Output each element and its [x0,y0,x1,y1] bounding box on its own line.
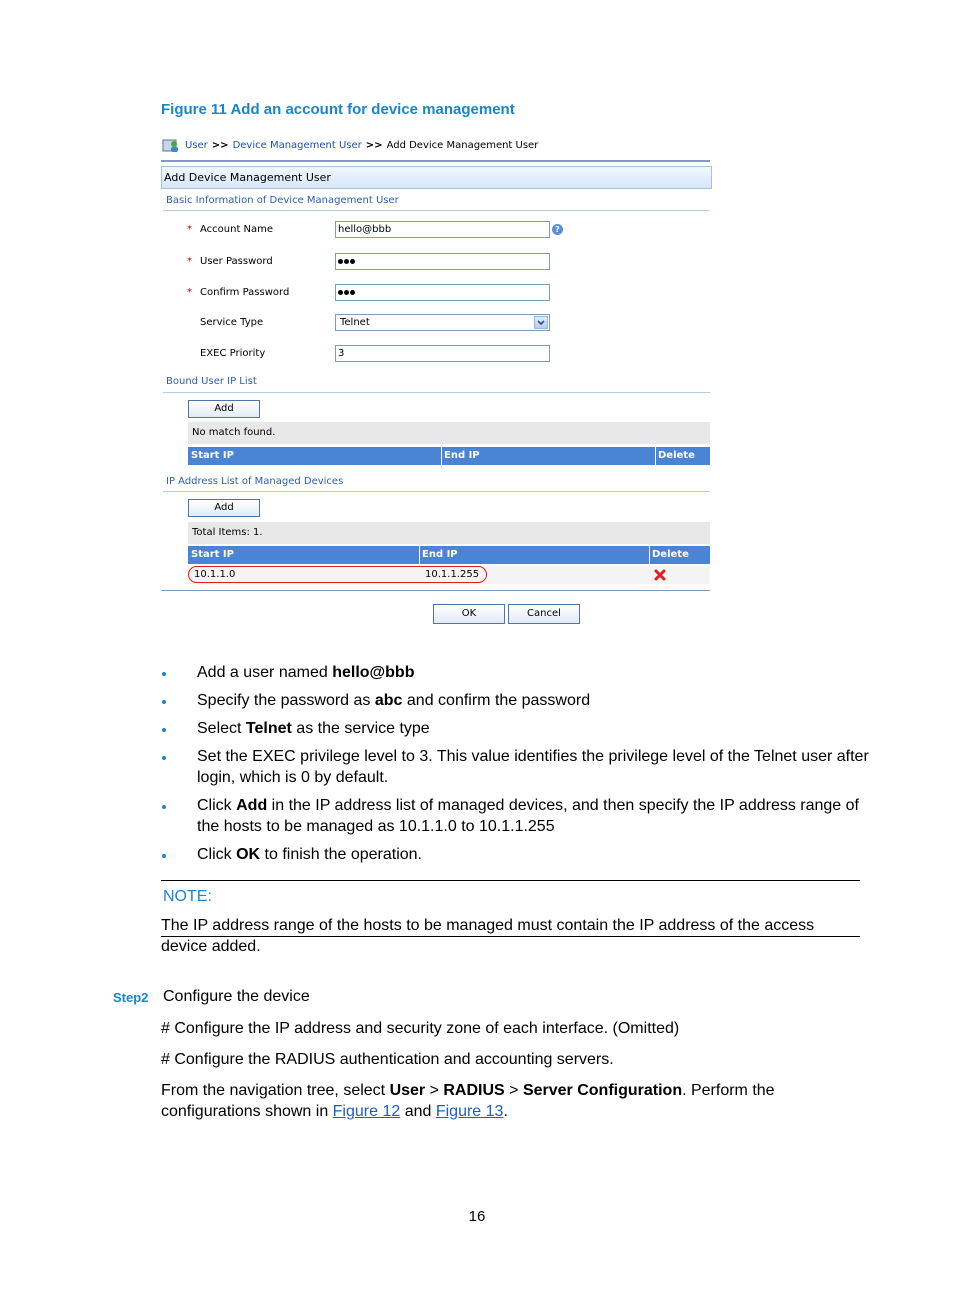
note-text: The IP address range of the hosts to be managed must contain the IP address of the access device added. [161,917,815,955]
start-ip-cell: 10.1.1.0 [194,569,236,580]
note-divider [161,880,860,881]
managed-ip-add-button[interactable]: Add [188,499,260,517]
end-ip-cell: 10.1.1.255 [425,569,480,580]
column-header-start-ip: Start IP [191,450,234,461]
section-divider [163,491,710,492]
required-mark: * [187,256,192,267]
cancel-button[interactable]: Cancel [508,604,580,624]
instruction-list [161,662,871,872]
list-item: Add a user named hello@bbb [161,662,871,683]
panel-title: Add Device Management User [161,166,712,189]
exec-priority-label: EXEC Priority [200,348,266,359]
confirm-password-label: * Confirm Password [187,287,290,298]
list-item: Click Add in the IP address list of managed devices, and then specify the IP address range of the hosts to be managed as 10.1.1.0 to 10.1.1.255 [161,795,871,837]
user-folder-icon [162,137,180,153]
breadcrumb-separator: >> [211,139,229,151]
required-mark: * [187,224,192,235]
figure-caption: Figure 11 Add an account for device management [161,101,515,118]
highlight-oval [188,566,487,583]
exec-priority-input[interactable]: 3 [335,345,550,362]
confirm-password-input[interactable] [335,284,550,301]
panel-top-rule [161,160,710,162]
list-item: Click OK to finish the operation. [161,844,871,865]
page-number: 16 [468,1208,486,1225]
user-password-input[interactable] [335,253,550,270]
note-divider [161,936,860,937]
chevron-down-icon[interactable] [534,316,548,329]
breadcrumb [162,136,722,154]
account-name-input[interactable]: hello@bbb [335,221,550,238]
note-label: NOTE: [163,888,212,905]
breadcrumb-separator: >> [365,139,383,151]
required-mark: * [187,287,192,298]
bound-ip-table-header [188,447,710,465]
breadcrumb-device-management-user-link[interactable]: Device Management User [232,139,362,151]
column-header-delete: Delete [652,549,689,560]
bound-ip-status: No match found. [188,422,710,444]
basic-info-section-title: Basic Information of Device Management User [166,195,399,206]
account-name-label: * Account Name [187,224,274,235]
paragraph: From the navigation tree, select User > RADIUS > Server Configuration. Perform the configurations shown in Figure 12 and Figure 13. [161,1082,775,1120]
ok-button[interactable]: OK [433,604,505,624]
column-header-start-ip: Start IP [191,549,234,560]
list-item: Specify the password as abc and confirm the password [161,690,871,711]
column-header-end-ip: End IP [422,549,458,560]
user-password-label: * User Password [187,256,273,267]
bound-ip-add-button[interactable]: Add [188,400,260,418]
list-item: Select Telnet as the service type [161,718,871,739]
step-text: Configure the device [163,988,310,1005]
bound-ip-section-title: Bound User IP List [166,376,257,387]
panel-bottom-rule [161,590,710,591]
paragraph: # Configure the RADIUS authentication and accounting servers. [161,1051,614,1068]
managed-ip-status: Total Items: 1. [188,522,710,544]
managed-ip-section-title: IP Address List of Managed Devices [166,476,344,487]
service-type-select[interactable]: Telnet [335,314,550,331]
delete-icon[interactable] [654,569,666,584]
section-divider [163,392,710,393]
column-header-delete: Delete [658,450,695,461]
section-divider [163,210,710,211]
help-icon[interactable]: ? [552,224,563,235]
figure-12-link[interactable]: Figure 12 [332,1103,401,1120]
breadcrumb-user-link[interactable]: User [185,139,208,151]
step-label: Step2 [113,990,149,1005]
breadcrumb-current: Add Device Management User [386,139,539,151]
managed-ip-table-header [188,546,710,564]
figure-13-link[interactable]: Figure 13 [435,1103,504,1120]
list-item: Set the EXEC privilege level to 3. This value identifies the privilege level of the Telnet user after login, which is 0 by default. [161,746,871,788]
service-type-label: Service Type [200,317,264,328]
column-header-end-ip: End IP [444,450,480,461]
paragraph: # Configure the IP address and security zone of each interface. (Omitted) [161,1020,680,1037]
